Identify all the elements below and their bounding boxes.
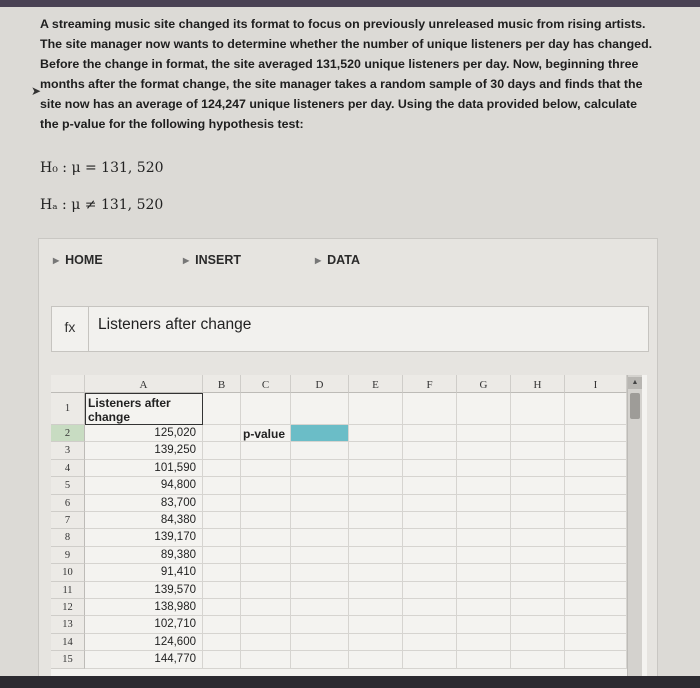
cell-a2[interactable]: 125,020 [85, 425, 203, 442]
cell-i13[interactable] [565, 616, 627, 633]
cell-e13[interactable] [349, 616, 403, 633]
cell-b8[interactable] [203, 529, 241, 546]
formula-content[interactable]: Listeners after change [98, 316, 252, 333]
cell-g10[interactable] [457, 564, 511, 581]
cell-a7[interactable]: 84,380 [85, 512, 203, 529]
row-number[interactable]: 5 [51, 477, 85, 494]
cell-i5[interactable] [565, 477, 627, 494]
cell-f11[interactable] [403, 582, 457, 599]
cell-e8[interactable] [349, 529, 403, 546]
cell-f10[interactable] [403, 564, 457, 581]
cell-e11[interactable] [349, 582, 403, 599]
cell-a6[interactable]: 83,700 [85, 495, 203, 512]
cell-e9[interactable] [349, 547, 403, 564]
cell-i15[interactable] [565, 651, 627, 668]
cell-c8[interactable] [241, 529, 291, 546]
cell-f3[interactable] [403, 442, 457, 459]
row-number[interactable]: 12 [51, 599, 85, 616]
cell-g12[interactable] [457, 599, 511, 616]
cell-i2[interactable] [565, 425, 627, 442]
cell-e10[interactable] [349, 564, 403, 581]
cell-g6[interactable] [457, 495, 511, 512]
row-number[interactable]: 2 [51, 425, 85, 442]
cell-b4[interactable] [203, 460, 241, 477]
header-cell-a1[interactable]: Listeners after change [85, 393, 203, 425]
row-number[interactable]: 13 [51, 616, 85, 633]
formula-bar[interactable] [51, 306, 649, 352]
cell-g3[interactable] [457, 442, 511, 459]
cell-h5[interactable] [511, 477, 565, 494]
cell-a13[interactable]: 102,710 [85, 616, 203, 633]
cell-b13[interactable] [203, 616, 241, 633]
ribbon-tabs [39, 239, 657, 289]
cell-d14[interactable] [291, 634, 349, 651]
cell-f13[interactable] [403, 616, 457, 633]
cell-f14[interactable] [403, 634, 457, 651]
cell-g1[interactable] [457, 393, 511, 425]
cell-c5[interactable] [241, 477, 291, 494]
cell-d15[interactable] [291, 651, 349, 668]
row-number[interactable]: 14 [51, 634, 85, 651]
tab-home[interactable] [53, 253, 103, 267]
cell-e6[interactable] [349, 495, 403, 512]
cell-c15[interactable] [241, 651, 291, 668]
cell-g8[interactable] [457, 529, 511, 546]
cell-i12[interactable] [565, 599, 627, 616]
column-header-e[interactable]: E [349, 375, 403, 393]
cell-d12[interactable] [291, 599, 349, 616]
cell-h13[interactable] [511, 616, 565, 633]
cell-f1[interactable] [403, 393, 457, 425]
cell-b9[interactable] [203, 547, 241, 564]
column-header-d[interactable]: D [291, 375, 349, 393]
cell-a8[interactable]: 139,170 [85, 529, 203, 546]
cell-b2[interactable] [203, 425, 241, 442]
cell-f9[interactable] [403, 547, 457, 564]
problem-line: A streaming music site changed its format to focus on previously unreleased music from rising artists. [40, 17, 646, 31]
cell-d5[interactable] [291, 477, 349, 494]
cell-d11[interactable] [291, 582, 349, 599]
problem-line: The site manager now wants to determine whether the number of unique listeners per day has changed. [40, 37, 653, 51]
tab-data-label: DATA [327, 253, 361, 267]
cell-g5[interactable] [457, 477, 511, 494]
cell-i9[interactable] [565, 547, 627, 564]
bottom-bar [0, 676, 700, 688]
cell-b1[interactable] [203, 393, 241, 425]
cell-b6[interactable] [203, 495, 241, 512]
cell-c6[interactable] [241, 495, 291, 512]
problem-line: Before the change in format, the site averaged 131,520 unique listeners per day. Now, beginning three [40, 57, 639, 71]
cell-g14[interactable] [457, 634, 511, 651]
cell-a11[interactable]: 139,570 [85, 582, 203, 599]
cell-e4[interactable] [349, 460, 403, 477]
cell-c3[interactable] [241, 442, 291, 459]
column-header-b[interactable]: B [203, 375, 241, 393]
cell-b5[interactable] [203, 477, 241, 494]
row-number[interactable]: 4 [51, 460, 85, 477]
cell-i7[interactable] [565, 512, 627, 529]
cell-i1[interactable] [565, 393, 627, 425]
cell-b14[interactable] [203, 634, 241, 651]
cell-f12[interactable] [403, 599, 457, 616]
p-value-label[interactable]: p-value [241, 425, 291, 442]
cell-f6[interactable] [403, 495, 457, 512]
cell-c14[interactable] [241, 634, 291, 651]
tab-insert-label: INSERT [195, 253, 241, 267]
cell-d4[interactable] [291, 460, 349, 477]
cell-b10[interactable] [203, 564, 241, 581]
cell-c1[interactable] [241, 393, 291, 425]
cell-c12[interactable] [241, 599, 291, 616]
cell-a3[interactable]: 139,250 [85, 442, 203, 459]
cell-a15[interactable]: 144,770 [85, 651, 203, 668]
row-number[interactable]: 7 [51, 512, 85, 529]
problem-statement [40, 14, 680, 134]
cell-d13[interactable] [291, 616, 349, 633]
cell-a12[interactable]: 138,980 [85, 599, 203, 616]
cell-g15[interactable] [457, 651, 511, 668]
cell-d8[interactable] [291, 529, 349, 546]
cell-a5[interactable]: 94,800 [85, 477, 203, 494]
row-number[interactable]: 3 [51, 442, 85, 459]
column-header-g[interactable]: G [457, 375, 511, 393]
cell-c10[interactable] [241, 564, 291, 581]
cell-c11[interactable] [241, 582, 291, 599]
cell-e1[interactable] [349, 393, 403, 425]
corner-cell[interactable] [51, 375, 85, 393]
cell-e2[interactable] [349, 425, 403, 442]
cell-g2[interactable] [457, 425, 511, 442]
vertical-scrollbar[interactable] [627, 375, 642, 679]
row-number[interactable]: 10 [51, 564, 85, 581]
cell-d7[interactable] [291, 512, 349, 529]
cell-h12[interactable] [511, 599, 565, 616]
cell-i3[interactable] [565, 442, 627, 459]
column-header-i[interactable]: I [565, 375, 627, 393]
alternative-hypothesis: Hₐ : μ ≠ 131, 520 [40, 197, 164, 213]
cell-g9[interactable] [457, 547, 511, 564]
row-number[interactable]: 6 [51, 495, 85, 512]
cell-d6[interactable] [291, 495, 349, 512]
cell-c7[interactable] [241, 512, 291, 529]
cell-h8[interactable] [511, 529, 565, 546]
problem-line: the p-value for the following hypothesis test: [40, 117, 304, 131]
cell-h9[interactable] [511, 547, 565, 564]
triangle-right-icon: ▶ [315, 256, 322, 265]
triangle-right-icon: ▶ [183, 256, 190, 265]
cell-i14[interactable] [565, 634, 627, 651]
cell-i6[interactable] [565, 495, 627, 512]
cell-d9[interactable] [291, 547, 349, 564]
cell-e15[interactable] [349, 651, 403, 668]
column-header-a[interactable]: A [85, 375, 203, 393]
cell-h1[interactable] [511, 393, 565, 425]
cell-e14[interactable] [349, 634, 403, 651]
cell-d1[interactable] [291, 393, 349, 425]
cell-g4[interactable] [457, 460, 511, 477]
cell-g11[interactable] [457, 582, 511, 599]
cell-h11[interactable] [511, 582, 565, 599]
top-bar [0, 0, 700, 7]
cell-a10[interactable]: 91,410 [85, 564, 203, 581]
tab-data[interactable] [315, 253, 360, 267]
triangle-right-icon: ▶ [53, 256, 60, 265]
mouse-cursor-icon: ➤ [31, 84, 42, 98]
cell-f8[interactable] [403, 529, 457, 546]
scroll-up-icon[interactable]: ▲ [628, 377, 642, 389]
cell-g7[interactable] [457, 512, 511, 529]
scroll-thumb[interactable] [630, 393, 640, 419]
cell-d10[interactable] [291, 564, 349, 581]
cell-b15[interactable] [203, 651, 241, 668]
cell-h10[interactable] [511, 564, 565, 581]
column-header-c[interactable]: C [241, 375, 291, 393]
cell-h15[interactable] [511, 651, 565, 668]
cell-c13[interactable] [241, 616, 291, 633]
cell-i8[interactable] [565, 529, 627, 546]
row-number[interactable]: 8 [51, 529, 85, 546]
cell-e3[interactable] [349, 442, 403, 459]
cell-e7[interactable] [349, 512, 403, 529]
tab-insert[interactable] [183, 253, 241, 267]
cell-f5[interactable] [403, 477, 457, 494]
column-header-h[interactable]: H [511, 375, 565, 393]
cell-h4[interactable] [511, 460, 565, 477]
cell-h14[interactable] [511, 634, 565, 651]
row-number[interactable]: 1 [51, 393, 85, 425]
spreadsheet-grid[interactable] [51, 375, 647, 679]
column-header-f[interactable]: F [403, 375, 457, 393]
cell-f2[interactable] [403, 425, 457, 442]
cell-i10[interactable] [565, 564, 627, 581]
p-value-input-cell[interactable] [291, 425, 349, 442]
cell-c4[interactable] [241, 460, 291, 477]
cell-a14[interactable]: 124,600 [85, 634, 203, 651]
cell-e5[interactable] [349, 477, 403, 494]
cell-f4[interactable] [403, 460, 457, 477]
cell-e12[interactable] [349, 599, 403, 616]
cell-f7[interactable] [403, 512, 457, 529]
cell-a4[interactable]: 101,590 [85, 460, 203, 477]
cell-a9[interactable]: 89,380 [85, 547, 203, 564]
problem-line: months after the format change, the site manager takes a random sample of 30 days and finds that the [40, 77, 643, 91]
row-number[interactable]: 9 [51, 547, 85, 564]
null-hypothesis: H₀ : μ = 131, 520 [40, 160, 164, 176]
cell-g13[interactable] [457, 616, 511, 633]
fx-icon: fx [52, 307, 89, 351]
cell-b11[interactable] [203, 582, 241, 599]
cell-h3[interactable] [511, 442, 565, 459]
cell-h7[interactable] [511, 512, 565, 529]
cell-b12[interactable] [203, 599, 241, 616]
cell-i4[interactable] [565, 460, 627, 477]
cell-c9[interactable] [241, 547, 291, 564]
problem-line: site now has an average of 124,247 unique listeners per day. Using the data provided below, calculate [40, 97, 638, 111]
spreadsheet-panel [38, 238, 658, 680]
cell-f15[interactable] [403, 651, 457, 668]
cell-b7[interactable] [203, 512, 241, 529]
row-number[interactable]: 11 [51, 582, 85, 599]
cell-d3[interactable] [291, 442, 349, 459]
cell-h2[interactable] [511, 425, 565, 442]
cell-b3[interactable] [203, 442, 241, 459]
tab-home-label: HOME [65, 253, 103, 267]
row-number[interactable]: 15 [51, 651, 85, 668]
cell-h6[interactable] [511, 495, 565, 512]
cell-i11[interactable] [565, 582, 627, 599]
